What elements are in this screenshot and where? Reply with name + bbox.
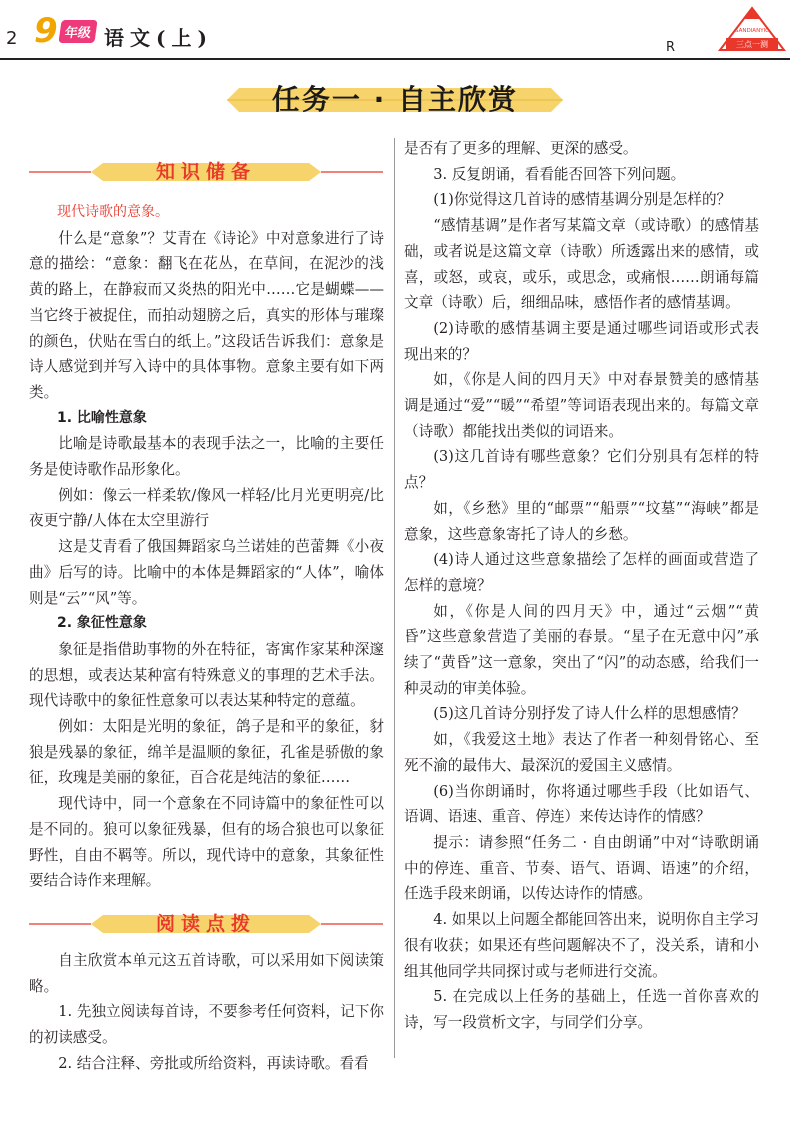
paragraph: 4. 如果以上问题全都能回答出来，说明你自主学习很有收获；如果还有些问题解决不了，没关系，请和小组其他同学共同探讨或与老师进行交流。 <box>404 911 759 980</box>
logo-text: 三点一测 <box>736 40 768 49</box>
publisher-logo <box>716 4 788 58</box>
task-title-banner <box>225 80 565 120</box>
paragraph: 例如：太阳是光明的象征，鸽子是和平的象征，豺狼是残暴的象征，绵羊是温顺的象征，孔雀是骄傲的象征，玫瑰是美丽的象征，百合花是纯洁的象征…… <box>29 718 384 787</box>
paragraph: 例如：像云一样柔软/像风一样轻/比月光更明亮/比夜更宁静/人体在太空里游行 <box>29 486 384 530</box>
paragraph: 现代诗中，同一个意象在不同诗篇中的象征性可以是不同的。狼可以象征残暴，但有的场合狼也可以象征野性，自由不羁等。所以，现代诗中的意象，其象征性要结合诗作来理解。 <box>29 795 384 890</box>
question: (1)你觉得这几首诗的感情基调分别是怎样的？ <box>433 191 732 209</box>
task-title: 任务一 · 自主欣赏 <box>271 83 519 116</box>
subheading-symbol: 2. 象征性意象 <box>57 615 147 632</box>
question: (3)这几首诗有哪些意象？它们分别具有怎样的特点？ <box>404 448 759 492</box>
paragraph: 1. 先独立阅读每首诗，不要参考任何资料，记下你的初读感受。 <box>29 1003 384 1047</box>
paragraph: 5. 在完成以上任务的基础上，任选一首你喜欢的诗，写一段赏析文字，与同学们分享。 <box>404 988 759 1031</box>
paragraph: 象征是指借助事物的外在特征，寄寓作家某种深邃的思想，或表达某种富有特殊意义的事理的艺术手法。现代诗歌中的象征性意象可以表达某种特定的意蕴。 <box>29 640 384 710</box>
paragraph: 2. 结合注释、旁批或所给资料，再读诗歌。看看 <box>58 1054 369 1072</box>
paragraph: 自主欣赏本单元这五首诗歌，可以采用如下阅读策略。 <box>29 951 384 995</box>
grade-label <box>34 11 96 51</box>
knowledge-section-header <box>29 154 383 190</box>
grade-number: 9 <box>34 11 58 51</box>
paragraph: 如，《乡愁》里的“邮票”“船票”“坟墓”“海峡”都是意象，这些意象寄托了诗人的乡愁。 <box>404 499 759 543</box>
paragraph: 这是艾青看了俄国舞蹈家乌兰诺娃的芭蕾舞《小夜曲》后写的诗。比喻中的本体是舞蹈家的“人体”，喻体则是“云”“风”等。 <box>29 538 384 607</box>
right-column <box>404 136 759 1036</box>
paragraph: 什么是“意象”？艾青在《诗论》中对意象进行了诗意的描绘：“意象：翻飞在花丛，在草间，在泥沙的浅黄的路上，在静寂而又炎热的阳光中……它是蝴蝶——当它终于被捉住，而拍动翅膀之后，真实的形体与璀璨的颜色，伏贴在雪白的纸上。”这段话告诉我们：意象是诗人感觉到并写入诗中的具体事物。意象主要有如下两类。 <box>29 229 384 401</box>
edition-mark: R <box>666 40 676 55</box>
left-column <box>29 154 384 1077</box>
header-rule <box>0 58 790 60</box>
book-title: 语文(上) <box>104 26 213 50</box>
knowledge-topic: 现代诗歌的意象。 <box>57 204 169 220</box>
paragraph: 如，《你是人间的四月天》中对春景赞美的感情基调是通过“爱”“暖”“希望”等词语表现出来的。每篇文章（诗歌）都能找出类似的词语来。 <box>404 371 759 440</box>
question: (2)诗歌的感情基调主要是通过哪些词语或形式表现出来的？ <box>404 319 759 363</box>
paragraph: 是否有了更多的理解、更深的感受。 <box>404 140 638 157</box>
paragraph: 比喻是诗歌最基本的表现手法之一，比喻的主要任务是使诗歌作品形象化。 <box>29 435 384 479</box>
reading-section-header <box>29 906 383 942</box>
paragraph: 提示：请参照“任务二 · 自由朗诵”中对“诗歌朗诵中的停连、重音、节奏、语气、语调、语速”的介绍，任选手段来朗诵，以传达诗作的情感。 <box>404 833 759 903</box>
knowledge-heading: 知识储备 <box>155 161 256 183</box>
grade-badge: 年级 <box>58 20 97 43</box>
question: (5)这几首诗分别抒发了诗人什么样的思想感情？ <box>433 705 746 723</box>
column-divider <box>394 138 395 1058</box>
paragraph: 如，《我爱这土地》表达了作者一种刻骨铭心、至死不渝的最伟大、最深沉的爱国主义感情。 <box>404 731 759 774</box>
paragraph: 3. 反复朗诵，看看能否回答下列问题。 <box>433 165 686 183</box>
paragraph: 如，《你是人间的四月天》中，通过“云烟”“黄昏”这些意象营造了美丽的春景。“星子在无意中闪”承续了“黄昏”这一意象，突出了“闪”的动态感，给我们一种灵动的审美体验。 <box>404 602 759 697</box>
page-number: 2 <box>6 28 18 49</box>
question: (4)诗人通过这些意象描绘了怎样的画面或营造了怎样的意境？ <box>404 551 759 594</box>
subheading-metaphor: 1. 比喻性意象 <box>57 409 147 426</box>
paragraph: “感情基调”是作者写某篇文章（或诗歌）的感情基础，或者说是这篇文章（诗歌）所透露出来的感情，或喜，或怒，或哀，或乐，或思念，或痛恨……朗诵每篇文章（诗歌）后，细细品味，感悟作者的感情基调。 <box>404 217 759 312</box>
logo-top-text: SANDIANYIC <box>734 28 770 34</box>
question: (6)当你朗诵时，你将通过哪些手段（比如语气、语调、语速、重音、停连）来传达诗作的情感？ <box>404 782 759 826</box>
reading-heading: 阅读点拨 <box>155 912 256 935</box>
